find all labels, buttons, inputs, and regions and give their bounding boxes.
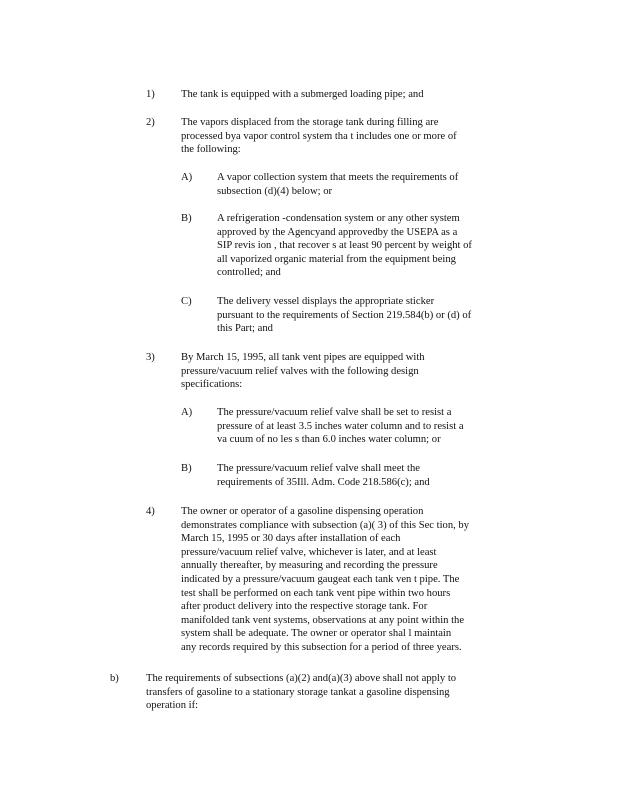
item-label: 4) — [146, 506, 155, 517]
text-line: controlled; and — [217, 267, 281, 279]
text-line: The pressure/vacuum relief valve shall meet the — [217, 463, 420, 474]
text-line: annually thereafter, by measuring and recording the pressure — [181, 560, 438, 572]
text-line: this Part; and — [217, 323, 273, 335]
subitem-text — [217, 462, 477, 489]
text-line: indicated by a pressure/vacuum gaugeat each tank ven t pipe. The — [181, 573, 460, 585]
text-line: any records required by this subsection for a period of three years. — [181, 641, 462, 653]
item-text — [181, 88, 456, 102]
item-label: 1) — [146, 89, 155, 100]
text-line: SIP revis ion , that recover s at least 90 percent by weight of — [217, 240, 472, 252]
subitem-label: A) — [181, 407, 193, 418]
subitem-text — [217, 295, 507, 336]
subitem-text — [217, 406, 502, 447]
text-line: The delivery vessel displays the appropriate sticker — [217, 296, 435, 307]
text-line: March 15, 1995 or 30 days after installation of each — [181, 533, 401, 545]
section-label: b) — [110, 673, 119, 684]
text-line: By March 15, 1995, all tank vent pipes are equipped with — [181, 352, 425, 363]
text-line: The tank is equipped with a submerged loading pipe; and — [181, 89, 424, 100]
text-line: subsection (d)(4) below; or — [217, 185, 333, 197]
text-line: The owner or operator of a gasoline dispensing operation — [181, 506, 424, 517]
text-line: The vapors displaced from the storage tank during filling are — [181, 117, 439, 128]
text-line: The pressure/vacuum relief valve shall be set to resist a — [217, 407, 452, 418]
item-label: 2) — [146, 117, 155, 128]
text-line: after product delivery into the respective storage tank. For — [181, 601, 428, 613]
text-line: pursuant to the requirements of Section 219.584(b) or (d) of — [217, 309, 472, 321]
text-line: approved by the Agencyand approvedby the USEPA as a — [217, 226, 458, 238]
text-line: transfers of gasoline to a stationary storage tankat a gasoline dispensing — [146, 686, 450, 698]
text-line: The requirements of subsections (a)(2) and(a)(3) above shall not apply to — [146, 673, 457, 684]
text-line: test shall be performed on each tank vent pipe within two hours — [181, 587, 451, 599]
text-line: pressure/vacuum relief valves with the following design — [181, 365, 419, 377]
text-line: A refrigeration -condensation system or any other system — [217, 213, 460, 224]
subitem-label: A) — [181, 172, 193, 183]
text-line: pressure of at least 3.5 inches water column and to resist a — [217, 420, 464, 432]
text-line: pressure/vacuum relief valve, whichever is later, and at least — [181, 546, 437, 558]
text-line: manifolded tank vent systems, observations at any point within the — [181, 614, 465, 626]
item-text — [181, 505, 506, 655]
item-text — [181, 351, 461, 392]
text-line: the following: — [181, 144, 241, 156]
text-line: va cuum of no les s than 6.0 inches water column; or — [217, 434, 441, 446]
section-text — [146, 672, 506, 713]
text-line: requirements of 35Ill. Adm. Code 218.586(c); and — [217, 476, 430, 488]
text-line: operation if: — [146, 700, 199, 712]
text-line: processed bya vapor control system tha t includes one or more of — [181, 130, 457, 142]
text-line: specifications: — [181, 379, 243, 391]
text-line: A vapor collection system that meets the requirements of — [217, 172, 459, 183]
subitem-text — [217, 171, 492, 198]
text-line: all vaporized organic material from the equipment being — [217, 253, 456, 265]
item-text — [181, 116, 491, 157]
subitem-label: B) — [181, 463, 192, 474]
subitem-label: C) — [181, 296, 192, 307]
text-line: demonstrates compliance with subsection (a)( 3) of this Sec tion, by — [181, 519, 470, 531]
subitem-label: B) — [181, 213, 192, 224]
text-line: system shall be adequate. The owner or operator shal l maintain — [181, 628, 452, 640]
item-label: 3) — [146, 352, 155, 363]
subitem-text — [217, 212, 499, 280]
